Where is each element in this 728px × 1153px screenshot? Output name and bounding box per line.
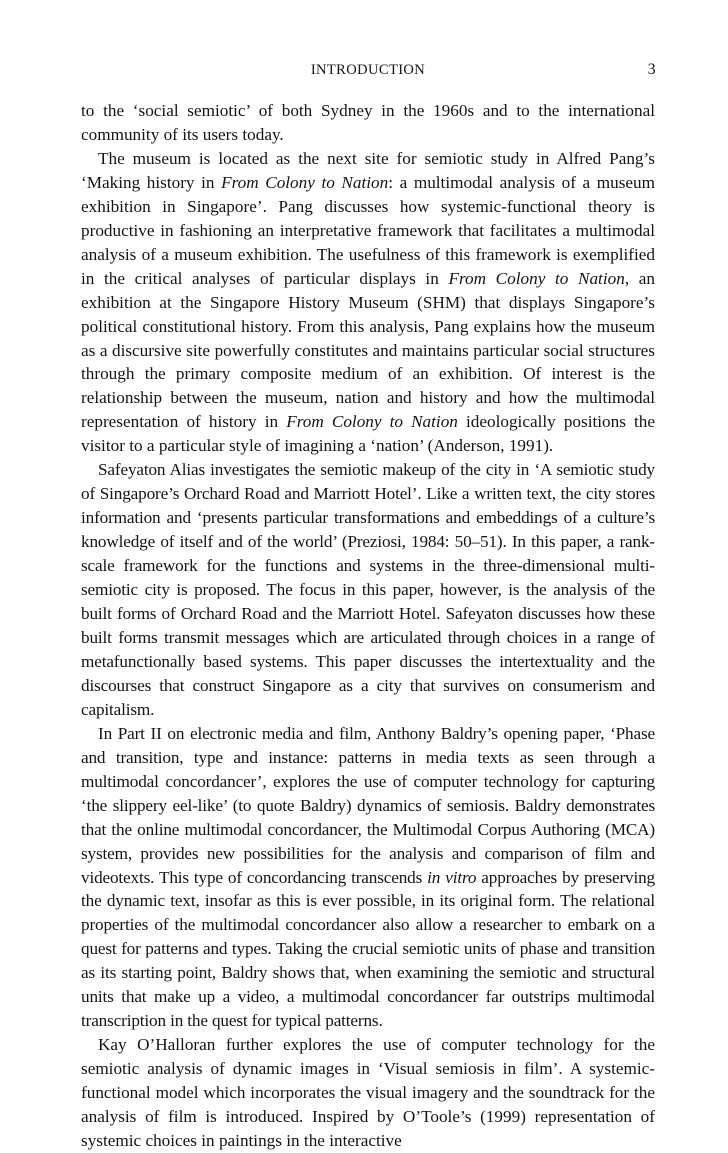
paragraph [81,722,655,1033]
italic-title: From Colony to Nation [448,268,625,288]
paragraph [81,458,655,721]
running-head [80,62,656,84]
text-run: Kay O’Halloran further explores the use of computer technology for the semiotic analysis of dynamic images in ‘Visual semiosis in film’. A systemic-functional model which incorporates the visual imagery and the soundtrack for the analysis of film is introduced. Inspired by O’Toole’s (1999) representation of systemic choices in paintings in the interactive [81,1035,655,1150]
page-number: 3 [647,61,656,78]
text-run: approaches by preserving the dynamic text, insofar as this is ever possible, in its original form. The relational properties of the multimodal concordancer also allow a researcher to embark on a quest for patterns and types. Taking the crucial semiotic units of phase and transition as its starting point, Baldry shows that, when examining the semiotic and structural units that make up a video, a multimodal concordancer far outstrips multimodal transcription in the quest for typical patterns. [81,867,655,1031]
italic-title: From Colony to Nation [221,172,389,192]
text-run: , an exhibition at the Singapore History Museum (SHM) that displays Singapore’s political constitutional history. From this analysis, Pang explains how the museum as a discursive site powerfully constitutes and maintains particular social structures through the primary composite medium of an exhibition. Of interest is the relationship between the museum, nation and history and how the multimodal representation of history in [81,268,655,432]
paragraph [81,99,655,147]
paragraph [81,147,655,458]
italic-term: in vitro [427,867,477,887]
text-run: The museum is located as the next site for semiotic study in Alfred Pang’s ‘Making history in [81,148,655,192]
text-run: : a multimodal analysis of a museum exhibition in Singapore’. Pang discusses how systemic-functional theory is productive in fashioning an interpretative framework that facilitates a multimodal analysis of a museum exhibition. The usefulness of this framework is exemplified in the critical analyses of particular displays in [81,172,655,288]
paragraph [81,1033,655,1153]
body-text [81,99,655,1153]
text-run: ideologically positions the visitor to a particular style of imagining a ‘nation’ (Anderson, 1991). [81,412,656,456]
running-title: INTRODUCTION [310,62,426,78]
text-run: In Part II on electronic media and film, Anthony Baldry’s opening paper, ‘Phase and transition, type and instance: patterns in media texts as seen through a multimodal concordancer’, explores the use of computer technology for capturing ‘the slippery eel-like’ (to quote Baldry) dynamics of semiosis. Baldry demonstrates that the online multimodal concordancer, the Multimodal Corpus Authoring (MCA) system, provides new possibilities for the analysis and comparison of film and videotexts. This type of concordancing transcends [81,723,655,887]
text-run: Safeyaton Alias investigates the semiotic makeup of the city in ‘A semiotic study of Singapore’s Orchard Road and Marriott Hotel’. Like a written text, the city stores information and ‘presents particular transformations and embeddings of a culture’s knowledge of itself and of the world’ (Preziosi, 1984: 50–51). In this paper, a rank-scale framework for the functions and systems in the three-dimensional multi-semiotic city is proposed. The focus in this paper, however, is the analysis of the built forms of Orchard Road and the Marriott Hotel. Safeyaton discusses how these built forms transmit messages which are articulated through choices in a range of metafunctionally based systems. This paper discusses the intertextuality and the discourses that construct Singapore as a city that survives on consumerism and capitalism. [81,460,655,719]
italic-title: From Colony to Nation [286,412,458,432]
text-run: to the ‘social semiotic’ of both Sydney in the 1960s and to the international community of its users today. [81,101,655,144]
